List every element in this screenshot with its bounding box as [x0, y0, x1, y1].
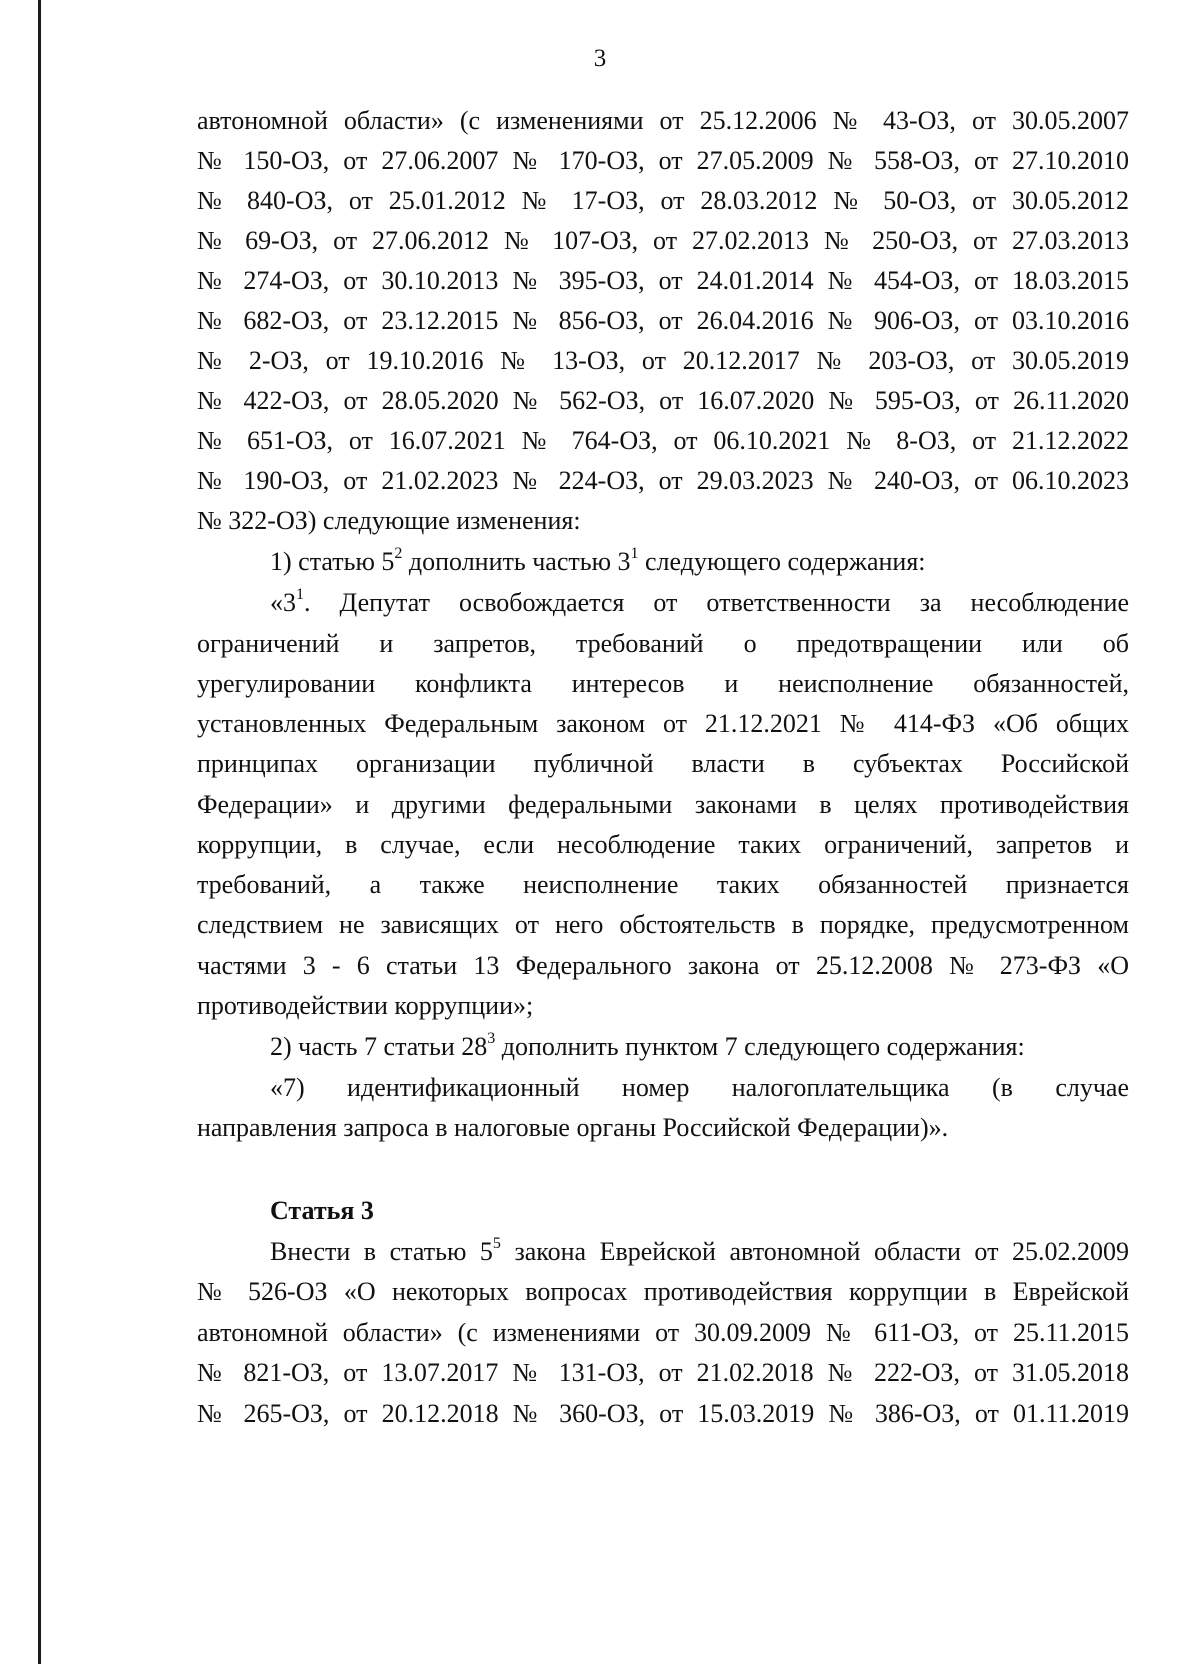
text-line: № 274-ОЗ, от 30.10.2013 № 395-ОЗ, от 24.01.2014 № 454-ОЗ, от 18.03.2015 [197, 266, 1129, 295]
quote-1-prefix: «3 [270, 588, 296, 617]
item-2-text-b: дополнить пунктом 7 следующего содержания: [495, 1032, 1025, 1061]
text-line: № 190-ОЗ, от 21.02.2023 № 224-ОЗ, от 29.03.2023 № 240-ОЗ, от 06.10.2023 [197, 466, 1129, 495]
item-1-text-c: следующего содержания: [638, 547, 926, 576]
text-line: № 69-ОЗ, от 27.06.2012 № 107-ОЗ, от 27.02.2013 № 250-ОЗ, от 27.03.2013 [197, 226, 1129, 255]
text-line: № 821-ОЗ, от 13.07.2017 № 131-ОЗ, от 21.02.2018 № 222-ОЗ, от 31.05.2018 [197, 1358, 1129, 1387]
text-line: принципах организации публичной власти в субъектах Российской [197, 749, 1129, 778]
article-3-heading: Статья 3 [270, 1196, 374, 1225]
text-line: коррупции, в случае, если несоблюдение таких ограничений, запретов и [197, 830, 1129, 859]
item-2-text-a: 2) часть 7 статьи 28 [270, 1032, 488, 1061]
item-1-text-b: дополнить частью 3 [402, 547, 631, 576]
text-line: № 682-ОЗ, от 23.12.2015 № 856-ОЗ, от 26.04.2016 № 906-ОЗ, от 03.10.2016 [197, 306, 1129, 335]
text-line: ограничений и запретов, требований о предотвращении или об [197, 629, 1129, 658]
text-line: урегулировании конфликта интересов и неисполнение обязанностей, [197, 669, 1129, 698]
item-2-line [270, 1030, 1129, 1066]
text-line: № 840-ОЗ, от 25.01.2012 № 17-ОЗ, от 28.03.2012 № 50-ОЗ, от 30.05.2012 [197, 186, 1129, 215]
text-line: № 422-ОЗ, от 28.05.2020 № 562-ОЗ, от 16.07.2020 № 595-ОЗ, от 26.11.2020 [197, 386, 1129, 415]
text-line: № 526-ОЗ «О некоторых вопросах противодействия коррупции в Еврейской [197, 1277, 1129, 1306]
text-line: следствием не зависящих от него обстоятельств в порядке, предусмотренном [197, 910, 1129, 939]
text-line: направления запроса в налоговые органы Российской Федерации)». [197, 1113, 949, 1142]
quote-1-rest: . Депутат освобождается от ответственности за несоблюдение [304, 588, 1129, 617]
text-line: № 2-ОЗ, от 19.10.2016 № 13-ОЗ, от 20.12.2017 № 203-ОЗ, от 30.05.2019 [197, 346, 1129, 375]
item-1-line [270, 545, 1129, 581]
quote-1-first-line [270, 586, 1129, 622]
text-line: Федерации» и другими федеральными законами в целях противодействия [197, 790, 1129, 819]
superscript: 2 [394, 545, 403, 563]
article-3-first-line [270, 1235, 1129, 1271]
text-line: установленных Федеральным законом от 21.12.2021 № 414-ФЗ «Об общих [197, 709, 1129, 738]
text-line: № 150-ОЗ, от 27.06.2007 № 170-ОЗ, от 27.05.2009 № 558-ОЗ, от 27.10.2010 [197, 146, 1129, 175]
page-number: 3 [593, 45, 607, 72]
text-line: противодействии коррупции»; [197, 991, 534, 1020]
article-3-text-a: Внести в статью 5 [270, 1237, 493, 1266]
text-line: № 265-ОЗ, от 20.12.2018 № 360-ОЗ, от 15.03.2019 № 386-ОЗ, от 01.11.2019 [197, 1399, 1129, 1428]
text-line: автономной области» (с изменениями от 25.12.2006 № 43-ОЗ, от 30.05.2007 [197, 106, 1129, 135]
item-1-text-a: 1) статью 5 [270, 547, 395, 576]
superscript: 1 [296, 586, 304, 604]
article-3-text-b: закона Еврейской автономной области от 25.02.2009 [500, 1237, 1129, 1266]
superscript: 3 [487, 1030, 496, 1048]
text-line: требований, а также неисполнение таких обязанностей признается [197, 870, 1129, 899]
text-line: «7) идентификационный номер налогоплательщика (в случае [270, 1073, 1129, 1102]
scan-border-line [38, 0, 41, 1664]
text-line: № 651-ОЗ, от 16.07.2021 № 764-ОЗ, от 06.10.2021 № 8-ОЗ, от 21.12.2022 [197, 426, 1129, 455]
superscript: 5 [492, 1235, 501, 1253]
text-line: частями 3 - 6 статьи 13 Федерального закона от 25.12.2008 № 273-ФЗ «О [197, 951, 1129, 980]
superscript: 1 [630, 545, 639, 563]
text-line: автономной области» (с изменениями от 30.09.2009 № 611-ОЗ, от 25.11.2015 [197, 1318, 1129, 1347]
text-line: № 322-ОЗ) следующие изменения: [197, 506, 581, 535]
